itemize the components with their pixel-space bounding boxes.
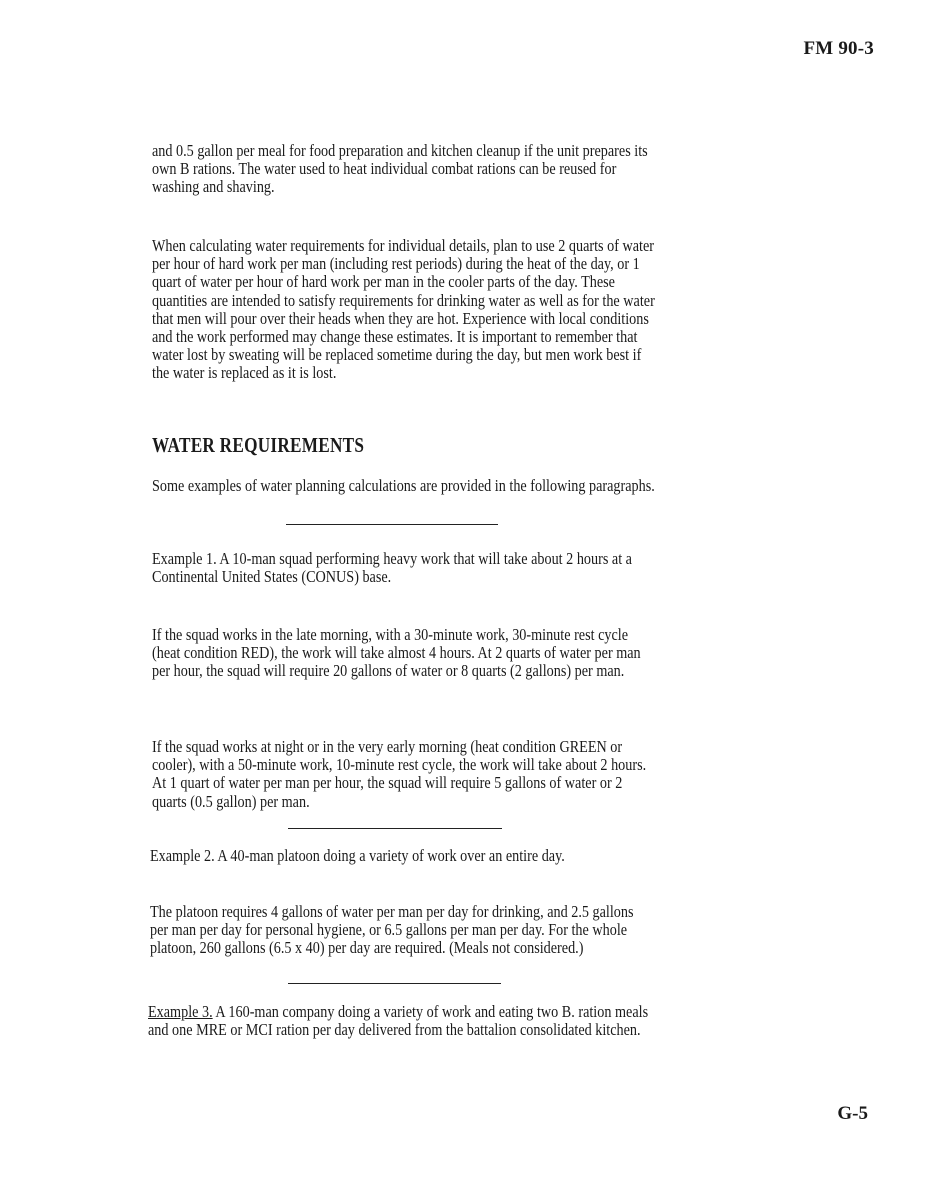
- section-heading: WATER REQUIREMENTS: [152, 433, 365, 457]
- divider-rule: [288, 983, 501, 984]
- page-number-footer: G-5: [837, 1103, 868, 1124]
- example-2-platoon: The platoon requires 4 gallons of water per man per day for drinking, and 2.5 gallons per man per day for personal hygiene, or 6.5 gallons per man per day. For the whole platoon, 260 gallons (6.5 x 40) per day are required. (Meals not considered.): [150, 902, 634, 958]
- document-id-header: FM 90-3: [803, 38, 874, 59]
- example-3-label: Example 3.: [148, 1002, 213, 1021]
- example-3-text: A 160-man company doing a variety of work and eating two B. ration meals and one MRE or MCI ration per day delivered from the battalion consolidated kitchen.: [148, 1002, 649, 1040]
- example-1-late-morning: If the squad works in the late morning, with a 30-minute work, 30-minute rest cycle (heat condition RED), the work will take almost 4 hours. At 2 quarts of water per man per hour, the squad will require 20 gallons of water or 8 quarts (2 gallons) per man.: [152, 625, 641, 681]
- paragraph-examples-intro: Some examples of water planning calculations are provided in the following paragraphs.: [152, 476, 655, 495]
- paragraph-individual-details: When calculating water requirements for individual details, plan to use 2 quarts of water per hour of hard work per man (including rest periods) during the heat of the day, or 1 quart of water per hour of hard work per man in the cooler parts of the day. These quantities are intended to satisfy requirements for drinking water as well as for the water that men will pour over their heads when they are hot. Experience with local conditions and the work performed may change these estimates. It is important to remember that water lost by sweating will be replaced sometime during the day, but men work best if the water is replaced as it is lost.: [152, 236, 655, 383]
- divider-rule: [286, 524, 498, 525]
- divider-rule: [288, 828, 502, 829]
- example-1-night: If the squad works at night or in the very early morning (heat condition GREEN or cooler), with a 50-minute work, 10-minute rest cycle, the work will take about 2 hours. At 1 quart of water per man per hour, the squad will require 5 gallons of water or 2 quarts (0.5 gallon) per man.: [152, 737, 647, 811]
- example-3-paragraph: [148, 1003, 651, 1039]
- example-2-heading: Example 2. A 40-man platoon doing a variety of work over an entire day.: [150, 846, 565, 865]
- paragraph-meal-water: and 0.5 gallon per meal for food preparation and kitchen cleanup if the unit prepares its own B rations. The water used to heat individual combat rations can be reused for washing and shaving.: [152, 141, 648, 197]
- example-1-heading: Example 1. A 10-man squad performing heavy work that will take about 2 hours at a Continental United States (CONUS) base.: [152, 549, 632, 587]
